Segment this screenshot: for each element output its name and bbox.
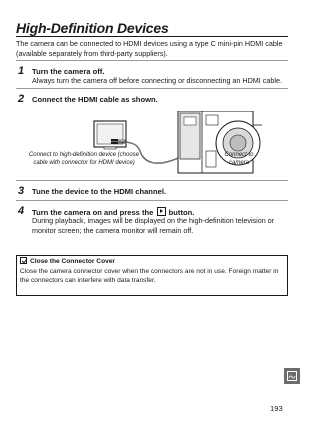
step-title: Tune the device to the HDMI channel. [32, 187, 167, 196]
step-number: 1 [18, 65, 25, 77]
step-title: Turn the camera off. [32, 67, 105, 76]
step-number: 4 [18, 205, 25, 217]
step-3 [16, 180, 288, 201]
step-number: 2 [18, 93, 25, 105]
step-2 [16, 88, 288, 109]
page-number: 193 [270, 404, 283, 413]
label-connect-device: Connect to high-definition device (choose cable with connector for HDMI device) [28, 152, 140, 166]
step-title-before: Turn the camera on and press the [32, 208, 154, 217]
step-number: 3 [18, 185, 25, 197]
check-icon [20, 257, 27, 264]
step-title: Connect the HDMI cable as shown. [32, 95, 158, 104]
note-box [16, 255, 288, 296]
title-rule [16, 36, 288, 37]
step-1 [16, 60, 288, 89]
section-tab [284, 368, 300, 384]
step-title-after: button. [168, 208, 195, 217]
page-title: High-Definition Devices [16, 20, 169, 36]
step-body: Always turn the camera off before connecting or disconnecting an HDMI cable. [32, 76, 282, 85]
step-4 [16, 200, 288, 251]
tv-icon [94, 121, 126, 149]
step-body: During playback, images will be displayed on the high-definition television or monitor screen; the camera monitor will remain off. [32, 216, 275, 235]
hdmi-connection-illustration [16, 111, 288, 181]
note-title-text: Close the Connector Cover [30, 258, 116, 265]
connection-diagram [16, 111, 288, 181]
label-connect-camera: Connect to camera [224, 152, 254, 166]
note-title [20, 257, 115, 265]
playback-button-icon [157, 207, 166, 216]
intro-text: The camera can be connected to HDMI devices using a type C mini-pin HDMI cable (available separately from third-party suppliers). [16, 39, 283, 58]
playback-tilde-icon [284, 368, 300, 384]
note-body: Close the camera connector cover when the connectors are not in use. Foreign matter in the connectors can interfere with data transfer. [20, 268, 279, 284]
